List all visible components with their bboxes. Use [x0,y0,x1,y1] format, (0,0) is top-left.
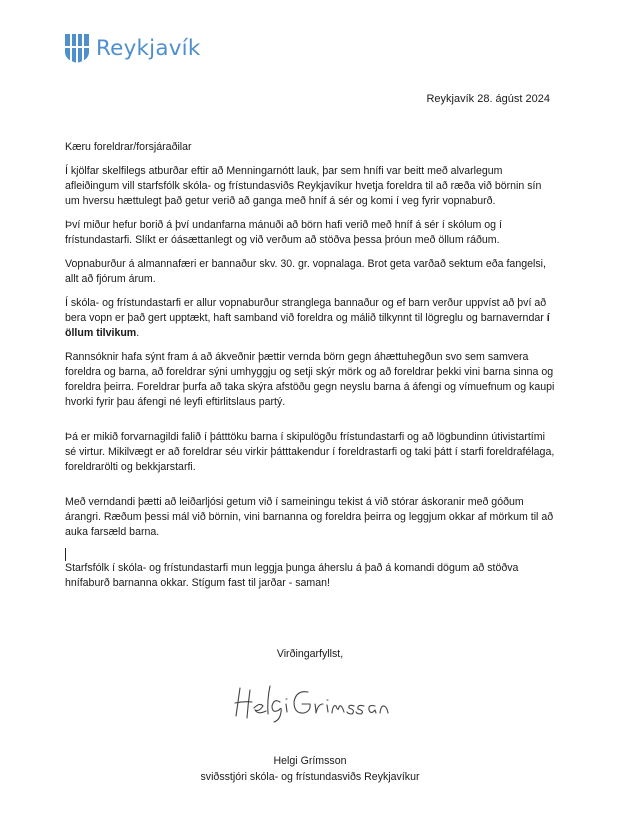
paragraph-4-text: Í skóla- og frístundastarfi er allur vopnaburður stranglega bannaður og ef barn verður uppvíst að því að bera vopn er það gert upptækt, haft samband við foreldra og málið tilkynnt til lögreglu og barnaverndar [65,297,547,324]
paragraph-2: Því miður hefur borið á því undanfarna mánuði að börn hafi verið með hníf á sér í skólum og í frístundastarfi. Slíkt er óásættanlegt og við verðum að stöðva þessa þróun með öllum ráðum. [65,219,502,246]
handwritten-signature [232,682,392,729]
letter-date: Reykjavík 28. ágúst 2024 [426,93,550,105]
paragraph-4-end: . [136,327,140,339]
text-cursor [65,548,66,561]
logo-wordmark: Reykjavík [96,35,201,61]
closing-line: Virðingarfyllst, [276,648,344,660]
paragraph-6: Þá er mikið forvarnagildi falið í þátttöku barna í skipulögðu frístundastarfi og að lögbundinn útivistartími sé virtur. Mikilvægt er að foreldrar séu virkir þátttakendur í foreldrastarfi og taki þátt í starfi foreldrafélaga, foreldrarölti og bekkjarstarfi. [65,431,555,473]
paragraph-4 [65,296,555,341]
letter-body [65,140,555,600]
reykjavik-logo [64,32,200,64]
paragraph-8: Starfsfólk í skóla- og frístundastarfi mun leggja þunga áherslu á það á komandi dögum að stöðva hnífaburð barnanna okkar. Stígum fast til jarðar - saman! [65,562,519,589]
signer-title: sviðsstjóri skóla- og frístundasviðs Reykjavíkur [200,771,420,783]
paragraph-3: Vopnaburður á almannafæri er bannaður skv. 30. gr. vopnalaga. Brot geta varðað sektum eða fangelsi, allt að fjórum árum. [65,258,546,285]
paragraph-5: Rannsóknir hafa sýnt fram á að ákveðnir þættir vernda börn gegn áhættuhegðun svo sem samvera foreldra og barna, að foreldrar sýni umhyggju og setji skýr mörk og að foreldrar þekki vini barna sinna og foreldra þeirra. Foreldrar þurfa að taka skýra afstöðu gegn neyslu barna á áfengi og vímuefnum og kaupi hvorki fyrir þau áfengi né leyfi eftirlitslaus partý. [65,351,555,408]
reykjavik-crest-icon [64,32,90,64]
paragraph-4-emphasis: í öllum tilvikum [65,312,550,339]
signer-name: Helgi Grímsson [273,755,347,767]
paragraph-1: Í kjölfar skelfilegs atburðar eftir að Menningarnótt lauk, þar sem hnífi var beitt með alvarlegum afleiðingum vill starfsfólk skóla- og frístundasviðs Reykjavíkur hvetja foreldra til að ræða við börnin sín um hversu hættulegt það getur verið að ganga með hníf á sér og komi í veg fyrir vopnaburð. [65,165,542,207]
salutation: Kæru foreldrar/forsjáraðilar [65,141,192,153]
paragraph-7: Með verndandi þætti að leiðarljósi getum við í sameiningu tekist á við stórar áskoranir með góðum árangri. Ræðum þessi mál við börnin, vini barnanna og foreldra þeirra og leggjum okkar af mörkum til að auka farsæld barna. [65,496,554,538]
